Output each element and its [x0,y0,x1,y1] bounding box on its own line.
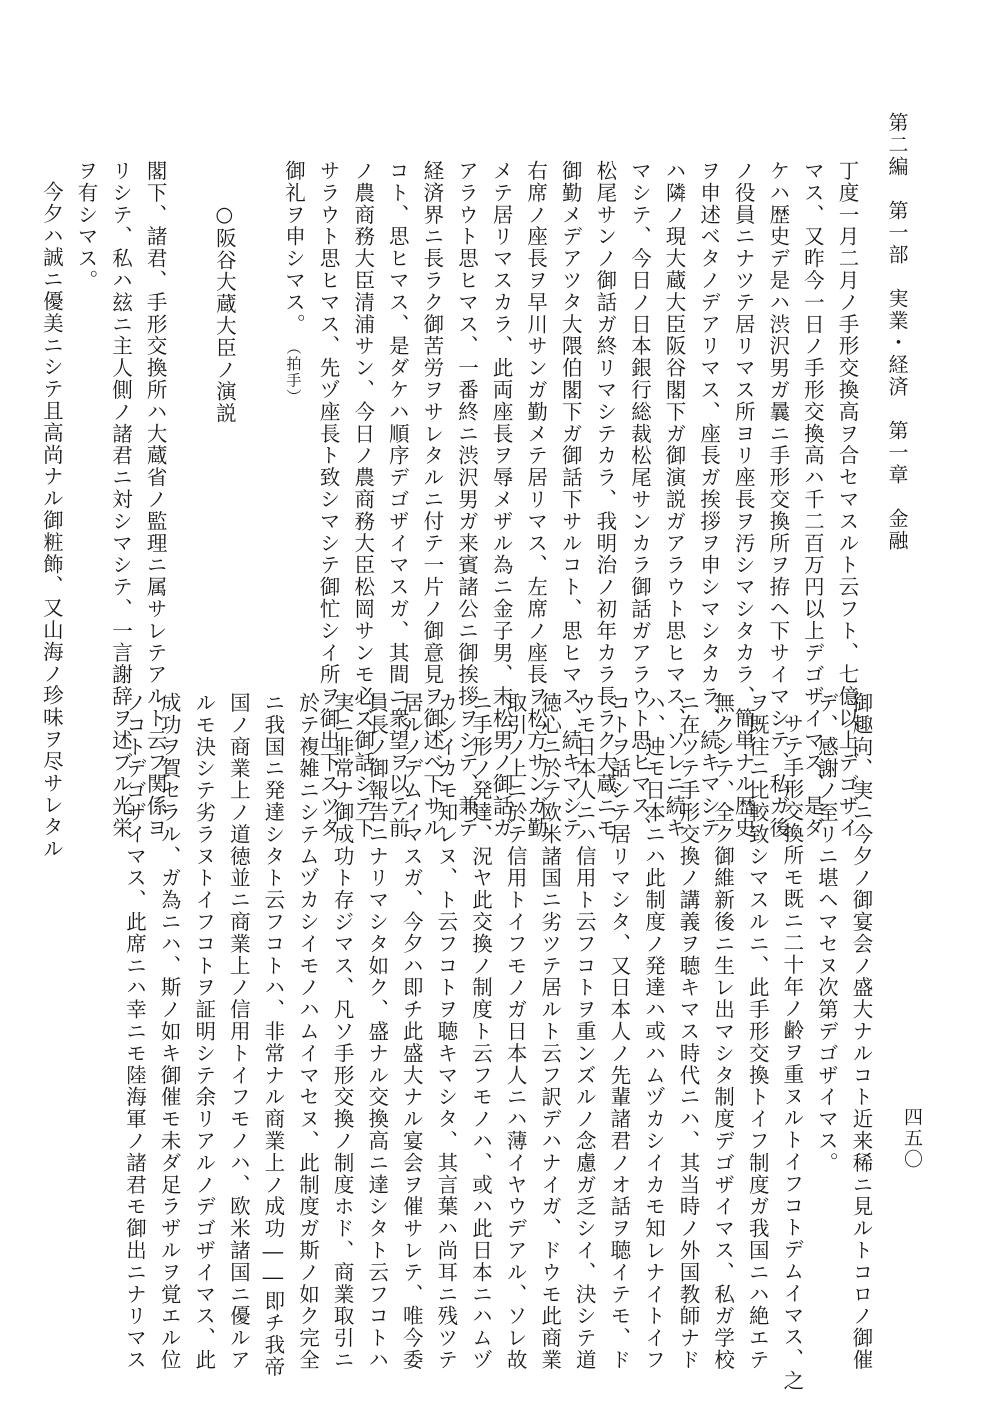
text-line: コトヲ話シテ居リマシタ、又日本人ノ先輩諸君ノオ話ヲ聴イテモ、ド [606,692,631,1371]
text-line: マス、又昨今一日ノ手形交換高ハ千二百万円以上デゴザイマス、是ダ [800,160,825,839]
text-line: コト、思ヒマス、是ダケハ順序デゴザイマスガ、其間ニ衆望ヲ以テ前 [385,160,410,839]
text-line: 実ニ非常ナ御成功ト存ジマス、凡ソ手形交換ノ制度ホド、商業取引ニ [330,692,355,1371]
text-line: メテ居リマスカラ、此両座長ヲ辱メザル為ニ金子男、末松男ノ御話ガ [489,160,514,839]
spacer [172,160,207,680]
text-line-with-applause [276,160,311,680]
text-line: 無クシテ、全ク御維新後ニ生レ出マシタ制度デゴザイマス、私ガ学校 [710,692,735,1371]
text-line: ハ、迚モ日本ニハ此制度ノ発達ハ或ハムヅカシイカモ知レナイトイフ [641,692,666,1371]
text-line: 御趣向、実ニ今夕ノ御宴会ノ盛大ナルコト近来稀ニ見ルトコロノ御催 [849,692,873,1371]
page-number: 四五〇 [901,1107,923,1170]
text-line: ヲ有シマス。 [73,160,98,292]
text-line: 徳心ニ於テ欧米諸国ニ劣ツテ居ルト云フ訳デハナイガ、ドウモ此商業 [537,692,562,1371]
text-line: デ、感謝ノ至リニ堪ヘマセヌ次第デゴザイマス。 [814,692,839,1174]
text-line: リシテ、私ハ玆ニ主人側ノ諸君ニ対シマシテ、一言謝辞ヲ述ブル光栄 [108,160,133,839]
text-line: ノ農商務大臣清浦サン、今日ノ農商務大臣松岡サンモ必ズ御話シテ下 [350,160,375,839]
text-line: ウモ日本人ニハ信用ト云フコトヲ重ンズルノ念慮ガ乏シイ、決シテ道 [572,692,597,1371]
running-head: 第二編 第一部 実業・経済 第一章 金融 [885,112,909,552]
text-line: 経済界ニ長ラク御苦労ヲサレタルニ付テ一片ノ御意見ヲ御述ベ下サル [419,160,444,839]
text-line: ニ在ツテ手形交換ノ講義ヲ聴キマス時代ニハ、其当時ノ外国教師ナド [676,692,701,1371]
text-line: 御礼ヲ申シマス。 [281,160,306,325]
applause-note: （拍手） [284,346,303,405]
text-line: ニ我国ニ発達シタト云フコトハ、非常ナル商業上ノ成功――即チ我帝 [260,692,285,1378]
text-line: カシイカモ知レヌ、ト云フコトヲ聴キマシタ、其言葉ハ尚耳ニ残ツテ [433,692,458,1371]
text-line: サテ手形交換所モ既ニ二十年ノ齢ヲ重ヌルトイフコトデムイマス、之 [779,713,804,1392]
lower-text-block [88,692,878,1392]
text-line: ヲ既往ニ比較致シマスルニ、此手形交換トイフ制度ガ我国ニハ絶エテ [745,692,770,1371]
text-line: 於テ複雑ニシテムヅカシイモノハムイマセヌ、此制度ガ斯ノ如ク完全 [295,692,320,1371]
text-line: 取引ノ上ニ於テ信用トイフモノガ日本人ニハ薄イヤウデアル、ソレ故 [503,692,528,1371]
text-line: 丁度一月二月ノ手形交換高ヲ合セマスルト云フト、七億以上デゴザイ [835,160,859,839]
spacer [241,160,276,680]
speech-title: ○阪谷大蔵大臣ノ演説 [212,202,237,425]
text-line: ヲ申述ベタノデアリマス、座長ガ挨拶ヲ申シマシタカラ、続キマシテ [696,160,721,839]
text-line: ノコトデゴザイマス、此席ニハ幸ニモ陸海軍ノ諸君モ御出ニナリマス [122,692,147,1371]
text-line: サラウト思ヒマス、先ヅ座長ト致シマシテ御忙シイ所ヲ御出下スツタ [316,160,341,839]
text-line: マシテ、今日ノ日本銀行総裁松尾サンカラ御話ガアラウト思ヒマス、 [627,160,652,839]
text-line: 居ルノデムイマスガ、今夕ハ即チ此盛大ナル宴会ヲ催サレテ、唯今委 [399,692,424,1371]
text-line: 右席ノ座長ヲ早川サンガ勤メテ居リマス、左席ノ座長ヲ松方サンガ勤 [523,160,548,839]
text-line: 成功ヲ賀セラル、ガ為ニハ、斯ノ如キ御催モ未ダ足ラザルヲ覚エル位 [157,692,182,1371]
text-line: ハ隣ノ現大蔵大臣阪谷閣下ガ御演説ガアラウト思ヒマス、ソレニ続キ [662,160,687,839]
text-line: ニ手形ノ発達、況ヤ此交換ノ制度ト云フモノハ、或ハ此日本ニハムヅ [468,692,493,1371]
upper-text-block [39,160,864,860]
text-line: 松尾サンノ御話ガ終リマシテカラ、我明治ノ初年カラ長ラク大蔵ニモ [592,160,617,839]
text-line: 御勤メデアツタ大隈伯閣下ガ御話下サルコト、思ヒマス、続キマシテ [558,160,583,839]
text-line: ケハ歴史デ是ハ渋沢男ガ曩ニ手形交換所ヲ拵ヘ下サイマシテ、私ガ後 [765,160,790,839]
text-line: 国ノ商業上ノ道徳並ニ商業上ノ信用トイフモノハ、欧米諸国ニ優ルア [226,692,251,1371]
text-line: ノ役員ニナツテ居リマス所ヨリ座長ヲ汚シマシタカラ、簡単ナル歴史 [731,160,756,839]
text-line: 員長ノ御報告ニナリマシタ如ク、盛ナル交換高ニ達シタト云フコトハ [364,692,389,1371]
text-line: アラウト思ヒマス、一番終ニ渋沢男ガ来賓諸公ニ御挨拶ヲシテ、兼テ [454,160,479,839]
text-line: ルモ決シテ劣ラヌトイフコトヲ証明シテ余リアルノデゴザイマス、此 [191,692,216,1371]
text-line: 今夕ハ誠ニ優美ニシテ且高尚ナル御粧飾、又山海ノ珍味ヲ尽サレタル [39,181,64,860]
text-line: 閣下、諸君、手形交換所ハ大蔵省ノ監理ニ属サレテアルト云フ関係ヨ [143,160,168,839]
